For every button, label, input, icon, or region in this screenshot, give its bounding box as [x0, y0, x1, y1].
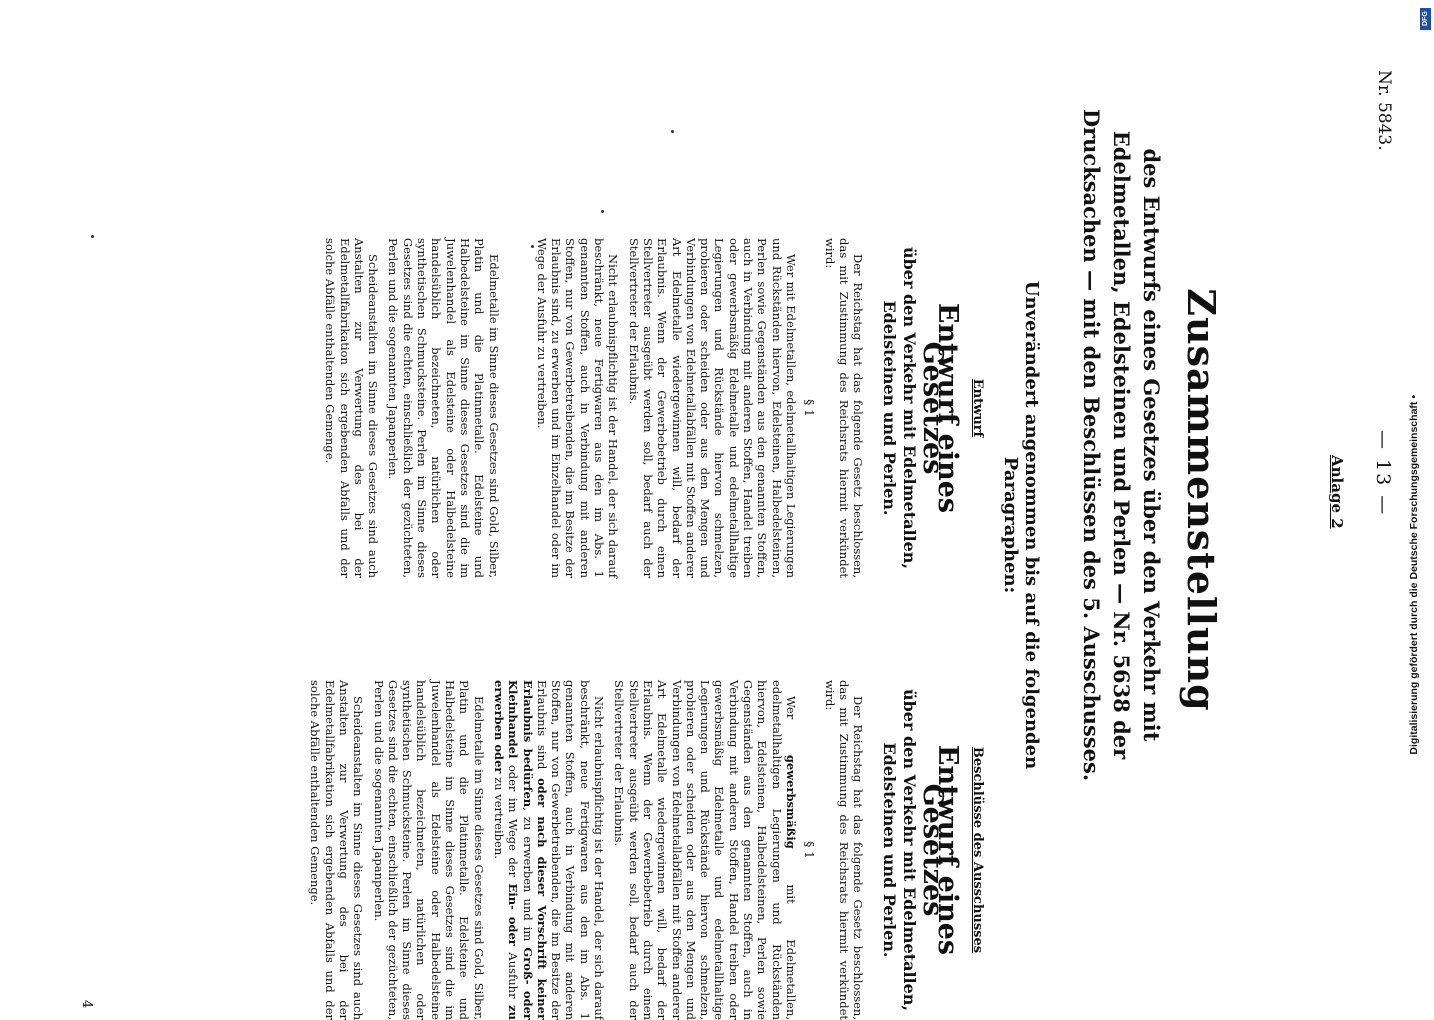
- text-run: mit Edelmetallen, edelmetallhaltigen Legierungen und Rückständen hiervon, Edelsteinen, Halbedelsteinen, Perlen sowie Gegenständen aus den genannten Stoffen, auch in Verbindung mit anderen Stoffen, Handel treiben oder gewerbsmäßig Edelmetalle und edelmetallhaltige Legierungen und Rückstände hiervon schmelzen, probieren oder scheiden oder aus den Mengen und Verbindungen von Edelmetallabfällen mit Stoffen anderer Art Edelmetalle wiedergewinnen will, bedarf der Erlaubnis. Wenn der Gewerbebetrieb durch einen Stellvertreter ausgeübt werden soll, bedarf auch der Stellvertreter der Erlaubnis.: [612, 680, 798, 1020]
- column-heading: Entwurf eines Gesetzes: [917, 744, 963, 956]
- paragraph-3: Edelmetalle im Sinne dieses Gesetzes sind Gold, Silber, Platin und die Platinmetalle. Edelsteine und Halbedelsteine im Sinne dieses Gesetzes sind die im Juwelenhandel als Edelsteine oder Halbedelsteine handelsüblich bezeichneten, natürlichen oder synthetischen Schmucksteine. Perlen im Sinne dieses Gesetzes sind die echten, einschließlich der gezüchteten, Perlen und die sogenannten Japanperlen.: [371, 680, 486, 1020]
- section-marker: § 1: [802, 399, 817, 417]
- intro-paragraph: Der Reichstag hat das folgende Gesetz beschlossen, das mit Zustimmung des Reichsrats hiermit verkündet wird:: [822, 238, 866, 578]
- scan-speck: [601, 210, 604, 213]
- amended-text: Ein- oder: [506, 883, 521, 946]
- column-subheading: über den Verkehr mit Edelmetallen, Edelsteinen und Perlen.: [880, 688, 920, 1012]
- column-subheading: über den Verkehr mit Edelmetallen, Edelsteinen und Perlen.: [880, 246, 920, 570]
- text-run: oder im Wege der: [506, 764, 521, 878]
- paragraph-3: Edelmetalle im Sinne dieses Gesetzes sind Gold, Silber, Platin und die Platinmetalle. Edelsteine und Halbedelsteine im Sinne dieses Gesetzes sind die im Juwelenhandel als Edelsteine oder Halbedelsteine handelsüblich bezeichneten, natürlichen oder synthetischen Schmucksteine. Perlen im Sinne dieses Gesetzes sind die echten, einschließlich der gezüchteten, Perlen und die sogenannten Japanperlen.: [386, 238, 501, 578]
- paragraph-1: Wer mit Edelmetallen, edelmetallhaltigen Legierungen und Rückständen hiervon, Edelsteinen, Halbedelsteinen, Perlen sowie Gegenständen aus den genannten Stoffen, auch in Verbindung mit anderen Stoffen, Handel treiben oder gewerbsmäßig Edelmetalle und edelmetallhaltige Legierungen und Rückstände hiervon schmelzen, probieren oder scheiden oder aus den Mengen und Verbindungen von Edelmetallabfällen mit Stoffen anderer Art Edelmetalle wiedergewinnen will, bedarf der Erlaubnis. Wenn der Gewerbebetrieb durch einen Stellvertreter ausgeübt werden soll, bedarf auch der Stellvertreter der Erlaubnis.: [626, 238, 798, 578]
- page-number: — 13 —: [1372, 430, 1394, 517]
- paragraph-1: [612, 680, 798, 1020]
- scan-speck: [671, 130, 674, 133]
- column-heading: Entwurf eines Gesetzes: [917, 302, 963, 514]
- document-subtitle: des Entwurfs eines Gesetzes über den Verkehr mit Edelmetallen, Edelsteinen und Perlen — Nr. 5638 der Drucksachen — mit den Beschlüssen des 5. Ausschusses.: [1079, 108, 1164, 782]
- column-draft: [317, 238, 984, 578]
- section-marker: § 1: [802, 841, 817, 859]
- paragraph-4: Scheideanstalten im Sinne dieses Gesetzes sind auch Anstalten zur Verwertung des bei der Edelmetallfabrikation sich ergebenden Abfalls und der solche Abfälle enthaltenden Gemenge.: [323, 238, 381, 578]
- text-run: Nicht erlaubnispflichtig ist der Handel, der sich darauf beschränkt, neue Fertigwaren aus den im Abs. 1 genannten Stoffen, auch in Verbindung mit anderen Stoffen, nur von Gewerbetreibenden, die im Besitze der Erlaubnis sind: [534, 680, 607, 1020]
- text-run: Wer: [783, 696, 798, 720]
- paragraph-2: [492, 680, 606, 1020]
- amended-text: oder nach dieser Vorschrift keiner Erlaubnis bedürfen: [520, 680, 549, 1020]
- paragraph-4: Scheideanstalten im Sinne dieses Gesetzes sind auch Anstalten zur Verwertung des bei der Edelmetallfabrikation sich ergebenden Abfalls und der solche Abfälle enthaltenden Gemenge.: [308, 680, 366, 1020]
- amended-text: gewerbsmäßig: [783, 754, 798, 849]
- text-run: Ausfuhr: [506, 952, 521, 999]
- document-title: Zusammenstellung: [1179, 288, 1224, 712]
- document-number: Nr. 5843.: [1374, 70, 1394, 151]
- column-label: Beschlüsse des Ausschusses: [970, 746, 985, 954]
- text-run: , zu erwerben und im: [520, 807, 535, 942]
- text-run: zu vertreiben.: [491, 777, 506, 859]
- dfg-logo: DFG: [1420, 8, 1431, 30]
- column-label: Entwurf: [970, 378, 985, 438]
- intro-paragraph: Der Reichstag hat das folgende Gesetz beschlossen, das mit Zustimmung des Reichsrats hiermit verkündet wird:: [822, 680, 866, 1020]
- column-committee: [302, 680, 984, 1020]
- funding-notice: Digitalisierung gefördert durch die Deutsche Forschungsgemeinschaft •: [1408, 395, 1420, 755]
- amended-text: zu erwerben oder: [491, 680, 521, 1020]
- amended-text: Groß- oder Kleinhandel: [506, 680, 535, 1020]
- footer-number: 4: [79, 1000, 94, 1009]
- amendment-note: Unverändert angenommen bis auf die folgenden Paragraphen:: [1000, 280, 1042, 770]
- annex-label: Anlage 2: [1328, 455, 1346, 529]
- scan-speck: [531, 245, 534, 248]
- paragraph-2: Nicht erlaubnispflichtig ist der Handel, der sich darauf beschränkt, neue Fertigwaren aus den im Abs. 1 genannten Stoffen, auch in Verbindung mit anderen Stoffen, nur von Gewerbetreibenden, die im Besitze der Erlaubnis sind, zu erwerben und im Einzelhandel oder im Wege der Ausfuhr zu vertreiben.: [534, 238, 621, 578]
- scan-speck: [91, 235, 94, 238]
